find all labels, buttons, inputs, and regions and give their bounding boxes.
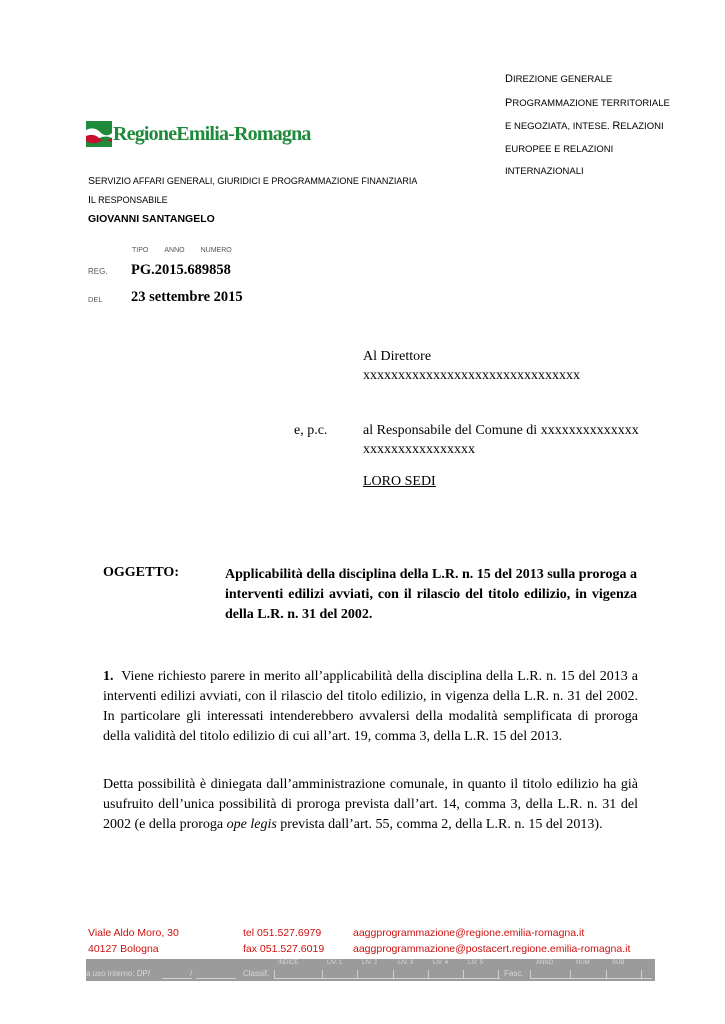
recipient-to-line-2: xxxxxxxxxxxxxxxxxxxxxxxxxxxxxxx — [363, 368, 580, 383]
logo-wordmark: RegioneEmilia-Romagna — [113, 123, 311, 145]
direzione-line-2: PROGRAMMAZIONE TERRITORIALE — [505, 96, 670, 109]
paragraph-2: Detta possibilità è diniegata dall’amministrazione comunale, in quanto il titolo edilizio ha già usufruito dell’unica possibilità di proroga prevista dall’art. 14, comma 3, della L.R. n. 31 del 2002 (e della proroga ope legis prevista dall’art. 55, comma 2, della L.R. n. 15 del 2013). — [103, 777, 638, 832]
paragraph-1-text: Viene richiesto parere in merito all’applicabilità della disciplina della L.R. n. 15 del 2013 a interventi edilizi avviati, con il rilascio del titolo edilizio, in vigenza della L.R. n. 31 del 2002. In particolare gli interessati intenderebbero avvalersi della modalità semplificata di proroga della validità del titolo edilizio di cui all’art. 19, comma 3, della L.R. 15 del 2013. — [103, 669, 638, 744]
ope-legis: ope legis — [226, 817, 277, 832]
recipient-cc — [363, 421, 639, 459]
cc-label: e, p.c. — [294, 423, 328, 438]
classification-bar: INDICE LIV. 1 LIV. 2 LIV. 3 LIV. 4 LIV. 5 ANNO NUM SUB a uso interno: DP/ / Classif. Fasc. — [86, 959, 655, 981]
del-label: DEL — [88, 295, 103, 304]
recipient-cc-line-1: al Responsabile del Comune di xxxxxxxxxxxxxx — [363, 423, 639, 438]
recipient-to-line-1: Al Direttore — [363, 349, 432, 364]
protocol-header-numero: NUMERO — [200, 247, 232, 254]
footer-emails — [353, 925, 630, 957]
paragraph-1-number: 1. — [103, 669, 114, 684]
protocol-number: PG.2015.689858 — [131, 262, 231, 278]
direzione-line-4: EUROPEE E RELAZIONI — [505, 143, 614, 155]
direzione-line-1: DIREZIONE GENERALE — [505, 73, 613, 85]
protocol-header-tipo: TIPO — [132, 247, 149, 254]
oggetto-text: Applicabilità della disciplina della L.R. n. 15 del 2013 sulla proroga a interventi edilizi avviati, con il rilascio del titolo edilizio, in vigenza della L.R. n. 31 del 2002. — [225, 567, 637, 622]
protocol-date: 23 settembre 2015 — [131, 289, 243, 305]
reg-label: REG. — [88, 267, 108, 276]
sender-block — [88, 172, 417, 229]
paragraph-1 — [103, 667, 638, 747]
oggetto-label: OGGETTO: — [103, 565, 179, 580]
recipient-cc-line-2: xxxxxxxxxxxxxxxx — [363, 442, 475, 457]
region-logo — [86, 121, 311, 155]
direzione-line-5: INTERNAZIONALI — [505, 166, 584, 177]
direzione-block — [505, 68, 705, 184]
footer-email-1[interactable]: aaggprogrammazione@regione.emilia-romagna.it — [353, 927, 585, 939]
loro-sedi: LORO SEDI — [363, 474, 436, 489]
region-flag-icon — [86, 121, 112, 147]
protocol-headers — [132, 247, 248, 254]
recipient-to — [363, 347, 580, 385]
footer-phone: tel 051.527.6979 fax 051.527.6019 — [243, 927, 325, 955]
footer-email-2[interactable]: aaggprogrammazione@postacert.regione.emilia-romagna.it — [353, 943, 631, 955]
footer-address: Viale Aldo Moro, 30 40127 Bologna — [88, 927, 179, 955]
sender-name: GIOVANNI SANTANGELO — [88, 213, 215, 225]
servizio-line: SERVIZIO AFFARI GENERALI, GIURIDICI E PROGRAMMAZIONE FINANZIARIA — [88, 175, 418, 187]
direzione-line-3: E NEGOZIATA, INTESE. RELAZIONI — [505, 120, 664, 132]
protocol-header-anno: ANNO — [164, 247, 185, 254]
responsabile-line: IL RESPONSABILE — [88, 194, 168, 206]
